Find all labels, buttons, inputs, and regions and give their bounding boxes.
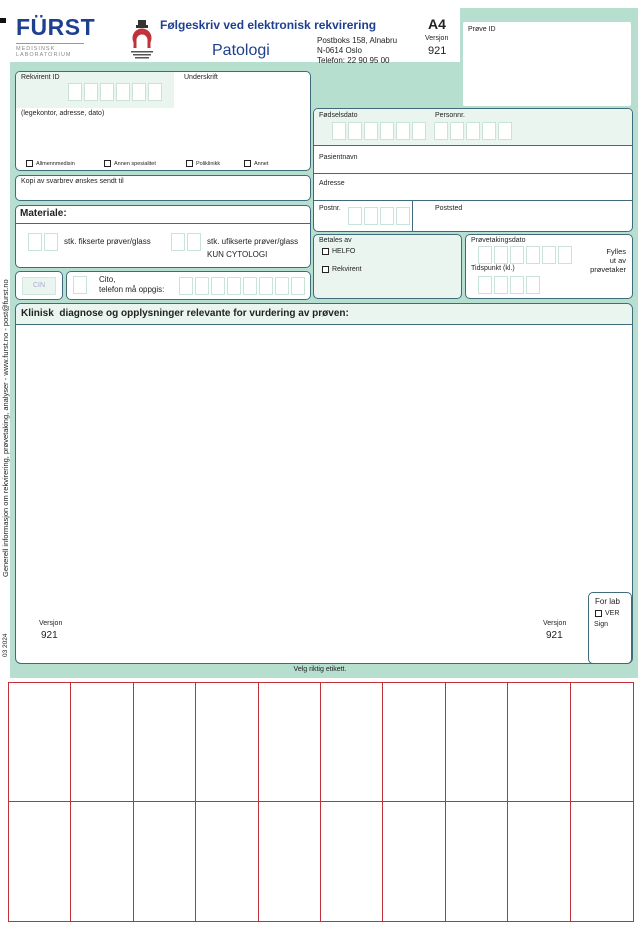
footer-version-left: 921 [41, 630, 58, 641]
cytology-label: KUN CYTOLOGI [207, 250, 268, 259]
dob-label: Fødselsdato [319, 112, 358, 119]
label-cell[interactable] [321, 802, 383, 921]
label-cell[interactable] [383, 683, 445, 802]
cito-label-2: telefon må oppgis: [99, 285, 165, 294]
digit-box[interactable] [510, 276, 524, 294]
option-label: Poliklinikk [196, 160, 221, 167]
clinical-heading: Klinisk diagnose og opplysninger relevante for vurdering av prøven: [21, 308, 349, 319]
digit-box[interactable] [558, 246, 572, 264]
requester-id-label: Rekvirent ID [21, 74, 60, 81]
sign-label: Sign [594, 621, 609, 628]
sampling-panel [465, 234, 633, 299]
label-cell[interactable] [446, 683, 508, 802]
option-label: Annen spesialitet [114, 160, 156, 167]
address-hint: (legekontor, adresse, dato) [21, 110, 105, 117]
unfixed-samples-label: stk. ufikserte prøver/glass [207, 237, 299, 246]
logo-tagline-1: MEDISINSK [16, 46, 56, 52]
digit-box[interactable] [275, 277, 289, 295]
option-label: Rekvirent [332, 266, 362, 273]
digit-box[interactable] [478, 276, 492, 294]
fixed-samples-label: stk. fikserte prøver/glass [64, 237, 151, 246]
copy-to-panel[interactable] [15, 175, 311, 201]
digit-box[interactable] [211, 277, 225, 295]
digit-box[interactable] [187, 233, 201, 251]
checkbox[interactable] [322, 248, 329, 255]
sampling-time-boxes[interactable] [478, 276, 540, 294]
fixed-count-boxes[interactable] [28, 233, 58, 251]
digit-box[interactable] [380, 122, 394, 140]
checkbox[interactable] [26, 160, 33, 167]
digit-box[interactable] [44, 233, 58, 251]
option-label: Allmennmedisin [36, 160, 75, 167]
digit-box[interactable] [494, 246, 508, 264]
ver-label: VER [605, 610, 620, 617]
divider [314, 200, 632, 201]
payment-option-helfo[interactable] [322, 248, 355, 255]
digit-box[interactable] [68, 83, 82, 101]
patient-panel [313, 108, 633, 232]
digit-box[interactable] [100, 83, 114, 101]
digit-box[interactable] [510, 246, 524, 264]
cin-box[interactable] [15, 271, 63, 300]
logo-tagline-2: LABORATORIUM [16, 52, 72, 58]
dob-boxes[interactable] [332, 122, 426, 140]
option-outpatient[interactable] [186, 160, 220, 167]
cito-label [99, 275, 164, 295]
corner-mark [0, 18, 6, 23]
sampler-note-2: ut av [609, 256, 626, 265]
option-other-specialty[interactable] [104, 160, 156, 167]
header-version-number: 921 [428, 45, 447, 57]
postnr-boxes[interactable] [348, 207, 410, 225]
personnr-boxes[interactable] [434, 122, 512, 140]
patient-address-label: Adresse [319, 180, 345, 187]
form-title: Følgeskriv ved elektronisk rekvirering [160, 18, 377, 32]
sampler-note [590, 247, 626, 274]
digit-box[interactable] [526, 276, 540, 294]
label-cell[interactable] [446, 802, 508, 921]
label-cell[interactable] [571, 802, 633, 921]
divider [16, 223, 310, 224]
label-cell[interactable] [71, 802, 133, 921]
checkbox[interactable] [244, 160, 251, 167]
form-subtitle: Patologi [212, 42, 270, 59]
cin-label: CIN [22, 277, 56, 295]
label-cell[interactable] [508, 683, 570, 802]
form-code: A4 [428, 16, 446, 32]
divider-vertical [412, 200, 413, 232]
digit-box[interactable] [364, 122, 378, 140]
payment-panel [313, 234, 462, 299]
footer-version-label-left: Versjon [39, 620, 63, 627]
material-heading: Materiale: [20, 208, 67, 219]
for-lab-panel [588, 592, 632, 664]
header-version-label: Versjon [425, 35, 449, 42]
label-cell[interactable] [71, 683, 133, 802]
unfixed-count-boxes[interactable] [171, 233, 201, 251]
signature-label: Underskrift [184, 74, 218, 81]
option-general-practice[interactable] [26, 160, 75, 167]
label-grid [8, 682, 634, 922]
label-cell[interactable] [259, 802, 321, 921]
digit-box[interactable] [364, 207, 378, 225]
digit-box[interactable] [396, 207, 410, 225]
cito-phone-boxes[interactable] [179, 277, 305, 295]
checkbox[interactable] [322, 266, 329, 273]
phone-line: Telefon: 22 90 95 00 [317, 56, 390, 65]
sidebar-info-text: Generell informasjon om rekvirering, prøvetaking, analyser - www.furst.no - post@furst.no [1, 279, 10, 577]
label-cell[interactable] [9, 802, 71, 921]
sampling-date-label: Prøvetakingsdato [471, 237, 526, 244]
payment-option-requester[interactable] [322, 266, 362, 273]
label-cell[interactable] [259, 683, 321, 802]
digit-box[interactable] [179, 277, 193, 295]
option-other[interactable] [244, 160, 268, 167]
cito-panel [66, 271, 311, 300]
label-hint: Velg riktig etikett. [293, 666, 347, 673]
logo-name: FÜRST [16, 14, 96, 40]
furst-logo [16, 16, 95, 58]
city-label: Poststed [435, 205, 463, 212]
for-lab-label: For lab [595, 597, 620, 606]
digit-box[interactable] [494, 276, 508, 294]
sampling-time-label: Tidspunkt (kl.) [471, 265, 515, 272]
digit-box[interactable] [332, 122, 346, 140]
patient-name-label: Pasientnavn [319, 154, 358, 161]
digit-box[interactable] [498, 122, 512, 140]
label-cell[interactable] [134, 802, 196, 921]
digit-box[interactable] [396, 122, 410, 140]
digit-box[interactable] [542, 246, 556, 264]
checkbox[interactable] [186, 160, 193, 167]
sampler-note-3: prøvetaker [590, 265, 626, 274]
cito-checkbox[interactable] [73, 276, 87, 294]
digit-box[interactable] [132, 83, 146, 101]
accreditation-emblem-icon [127, 18, 157, 62]
digit-box[interactable] [291, 277, 305, 295]
digit-box[interactable] [243, 277, 257, 295]
digit-box[interactable] [348, 207, 362, 225]
digit-box[interactable] [171, 233, 185, 251]
digit-box[interactable] [28, 233, 42, 251]
label-cell[interactable] [134, 683, 196, 802]
digit-box[interactable] [466, 122, 480, 140]
copy-to-label: Kopi av svarbrev ønskes sendt til [21, 178, 124, 185]
label-cell[interactable] [196, 802, 258, 921]
digit-box[interactable] [259, 277, 273, 295]
sampling-date-boxes[interactable] [478, 246, 572, 264]
address-line-1: Postboks 158, Alnabru [317, 36, 398, 45]
ver-option[interactable] [595, 610, 619, 617]
cito-checkbox-box[interactable] [73, 276, 87, 294]
clinical-info-panel[interactable] [15, 303, 633, 664]
requester-panel [15, 71, 311, 171]
label-cell[interactable] [321, 683, 383, 802]
lab-address [317, 36, 397, 66]
label-cell[interactable] [196, 683, 258, 802]
digit-box[interactable] [148, 83, 162, 101]
footer-version-label-right: Versjon [543, 620, 567, 627]
postnr-label: Postnr. [319, 205, 341, 212]
personnr-label: Personnr. [435, 112, 465, 119]
digit-box[interactable] [482, 122, 496, 140]
digit-box[interactable] [380, 207, 394, 225]
digit-box[interactable] [478, 246, 492, 264]
payment-label: Betales av [319, 237, 352, 244]
digit-box[interactable] [412, 122, 426, 140]
digit-box[interactable] [526, 246, 540, 264]
option-label: HELFO [332, 248, 356, 255]
digit-box[interactable] [450, 122, 464, 140]
checkbox[interactable] [104, 160, 111, 167]
label-cell[interactable] [9, 683, 71, 802]
digit-box[interactable] [227, 277, 241, 295]
digit-box[interactable] [116, 83, 130, 101]
sampler-note-1: Fylles [606, 247, 626, 256]
option-label: Annet [254, 160, 269, 167]
label-cell[interactable] [383, 802, 445, 921]
logo-divider [16, 43, 84, 44]
digit-box[interactable] [195, 277, 209, 295]
address-line-2: N-0614 Oslo [317, 46, 362, 55]
requester-id-boxes[interactable] [68, 83, 162, 101]
sample-id-label: Prøve ID [468, 26, 496, 33]
divider [314, 173, 632, 174]
sample-id-box[interactable] [463, 22, 631, 106]
digit-box[interactable] [434, 122, 448, 140]
digit-box[interactable] [84, 83, 98, 101]
material-panel [15, 205, 311, 268]
checkbox[interactable] [595, 610, 602, 617]
footer-version-right: 921 [546, 630, 563, 641]
label-cell[interactable] [571, 683, 633, 802]
cito-label-1: Cito, [99, 275, 116, 284]
sidebar-date: 03 2024 [2, 633, 9, 657]
label-cell[interactable] [508, 802, 570, 921]
divider [314, 145, 632, 146]
digit-box[interactable] [348, 122, 362, 140]
